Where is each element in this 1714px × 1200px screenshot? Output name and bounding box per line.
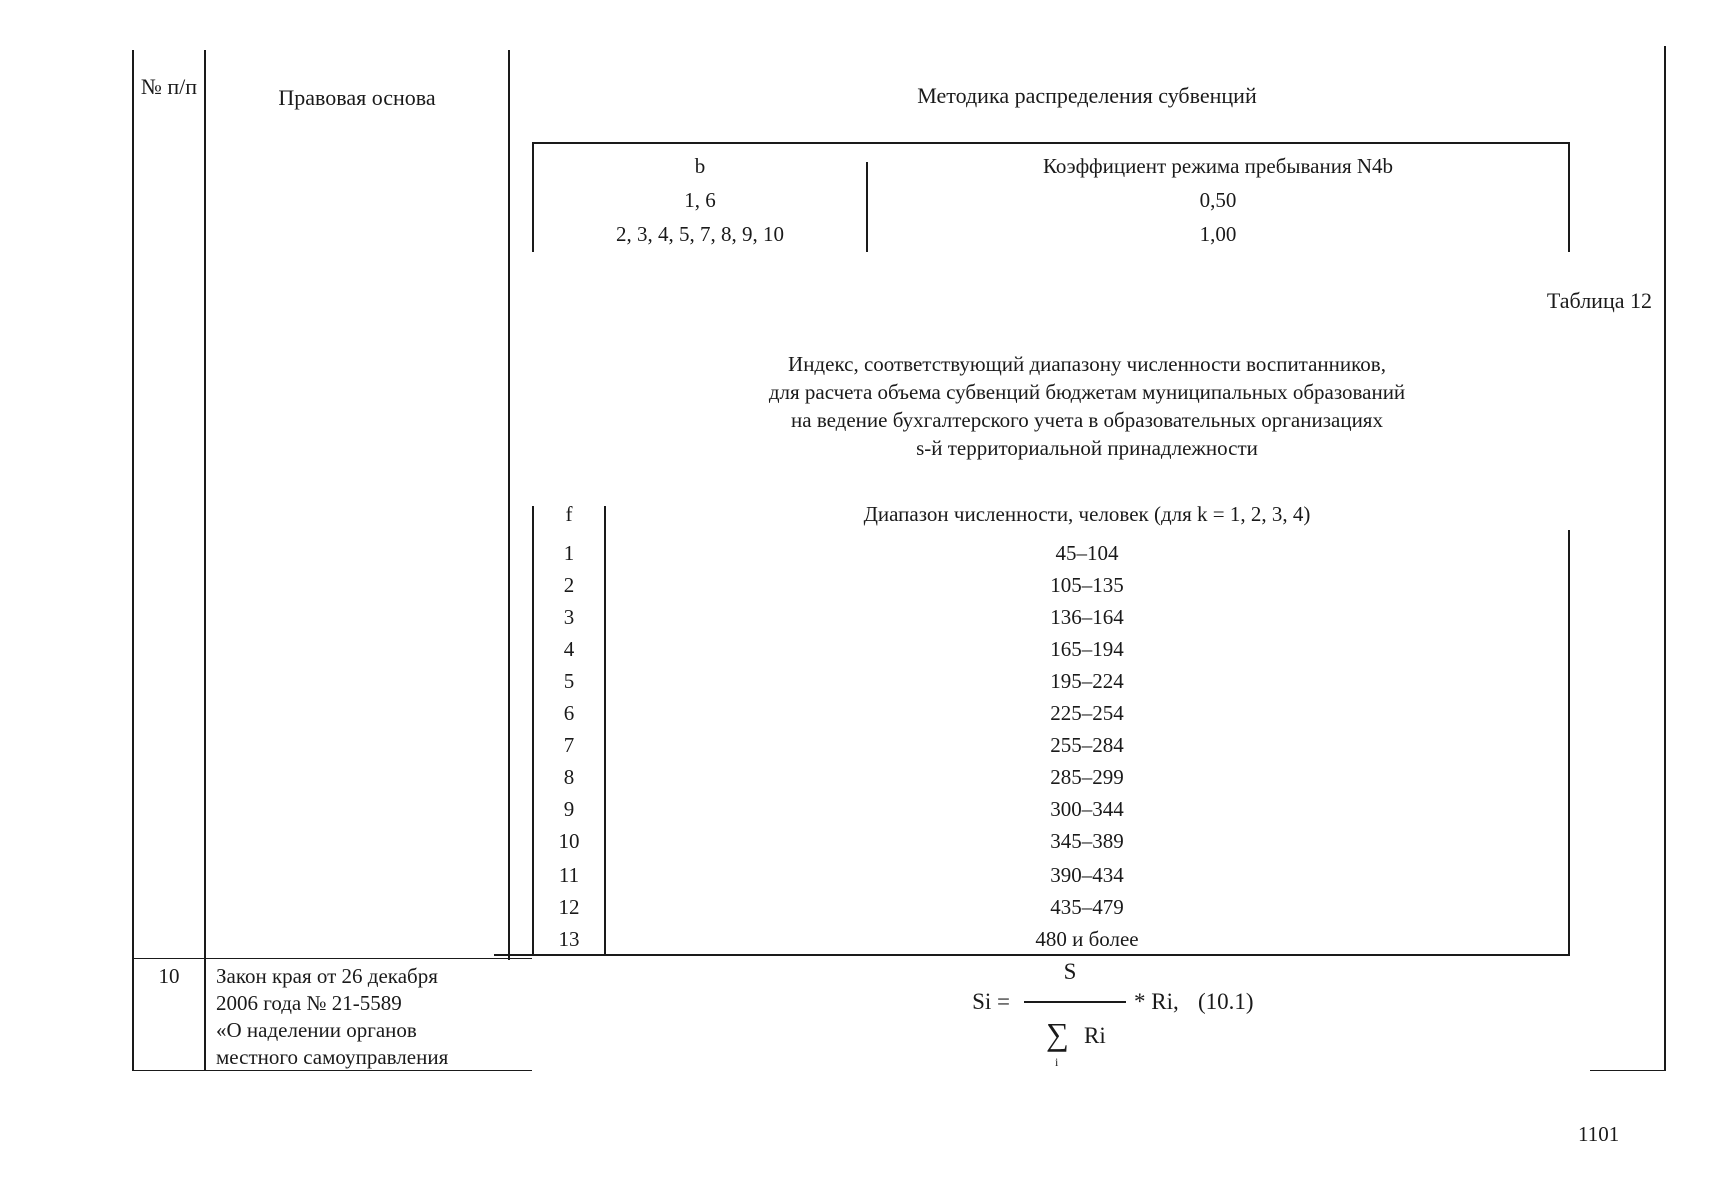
table-12-title-line-1: Индекс, соответствующий диапазону численности воспитанников, (788, 352, 1386, 376)
table-12-title-line-3: на ведение бухгалтерского учета в образовательных организациях (791, 408, 1383, 432)
method-column-header: Методика распределения субвенций (917, 83, 1257, 108)
row-10-legal-line-4: местного самоуправления (216, 1045, 449, 1069)
index-cell-f: 3 (563, 605, 575, 629)
index-cell-range: 165–194 (1050, 637, 1124, 661)
index-cell-range: 480 и более (1035, 927, 1139, 951)
index-cell-range: 195–224 (1050, 669, 1124, 693)
index-cell-f: 1 (563, 541, 575, 565)
index-cell-range: 136–164 (1050, 605, 1124, 629)
index-table-right-border (1568, 530, 1570, 954)
num-column-header: № п/п (140, 74, 198, 99)
index-cell-f: 4 (563, 637, 575, 661)
row-10-number: 10 (158, 964, 180, 988)
coef-table-top-border (532, 142, 1570, 144)
index-cell-f: 12 (558, 895, 580, 919)
index-cell-range: 345–389 (1050, 829, 1124, 853)
index-cell-range: 285–299 (1050, 765, 1124, 789)
coef-header-value: Коэффициент режима пребывания N4b (1042, 154, 1394, 178)
index-cell-f: 10 (558, 829, 580, 853)
formula-sum-symbol: ∑ (1046, 1016, 1069, 1052)
index-cell-f: 9 (563, 797, 575, 821)
index-cell-range: 45–104 (1055, 541, 1119, 565)
index-cell-f: 7 (563, 733, 575, 757)
coef-row-2-b: 2, 3, 4, 5, 7, 8, 9, 10 (616, 222, 784, 246)
formula-rhs: * Ri, (1134, 989, 1179, 1014)
coef-row-1-value: 0,50 (1199, 188, 1237, 212)
formula-numerator: S (1063, 959, 1077, 984)
formula-fraction-bar (1024, 1001, 1126, 1003)
index-cell-f: 5 (563, 669, 575, 693)
index-cell-range: 255–284 (1050, 733, 1124, 757)
index-cell-f: 13 (558, 927, 580, 951)
frame-col-divider-2 (508, 50, 510, 960)
table-12-label: Таблица 12 (1546, 288, 1652, 313)
formula-lhs: Si = (972, 989, 1010, 1014)
index-table-bottom-border (494, 954, 1570, 956)
index-cell-range: 435–479 (1050, 895, 1124, 919)
index-cell-f: 11 (558, 863, 580, 887)
index-cell-f: 2 (563, 573, 575, 597)
page-number: 1101 (1578, 1122, 1620, 1146)
index-cell-range: 300–344 (1050, 797, 1124, 821)
index-cell-f: 8 (563, 765, 575, 789)
frame-col-divider-1 (204, 50, 206, 1070)
formula-number: (10.1) (1198, 989, 1254, 1014)
table-12-title-line-4: s-й территориальной принадлежности (916, 436, 1258, 460)
formula-sum-index: i (1055, 1055, 1059, 1069)
coef-row-2-value: 1,00 (1199, 222, 1237, 246)
index-table-left-border (532, 506, 534, 954)
row10-top-rule (132, 958, 532, 959)
frame-left-line (132, 50, 134, 1070)
index-table-mid-border (604, 506, 606, 954)
index-cell-f: 6 (563, 701, 575, 725)
index-cell-range: 390–434 (1050, 863, 1124, 887)
coef-header-b: b (694, 154, 706, 178)
index-header-range: Диапазон численности, человек (для k = 1, 2, 3, 4) (863, 502, 1311, 526)
frame-right-line (1664, 46, 1666, 1070)
table-12-title-line-2: для расчета объема субвенций бюджетам муниципальных образований (768, 380, 1406, 404)
row-10-legal-line-3: «О наделении органов (216, 1018, 417, 1042)
index-cell-range: 105–135 (1050, 573, 1124, 597)
formula-denominator: Ri (1084, 1023, 1106, 1048)
bottom-rule-right (1590, 1070, 1666, 1071)
row-10-legal-line-1: Закон края от 26 декабря (216, 964, 438, 988)
coef-table-right-border (1568, 142, 1570, 252)
coef-row-1-b: 1, 6 (684, 188, 716, 212)
bottom-rule-left (132, 1070, 532, 1071)
legal-basis-column-header: Правовая основа (278, 85, 436, 110)
index-header-f: f (565, 502, 573, 526)
index-cell-range: 225–254 (1050, 701, 1124, 725)
row-10-legal-line-2: 2006 года № 21-5589 (216, 991, 402, 1015)
